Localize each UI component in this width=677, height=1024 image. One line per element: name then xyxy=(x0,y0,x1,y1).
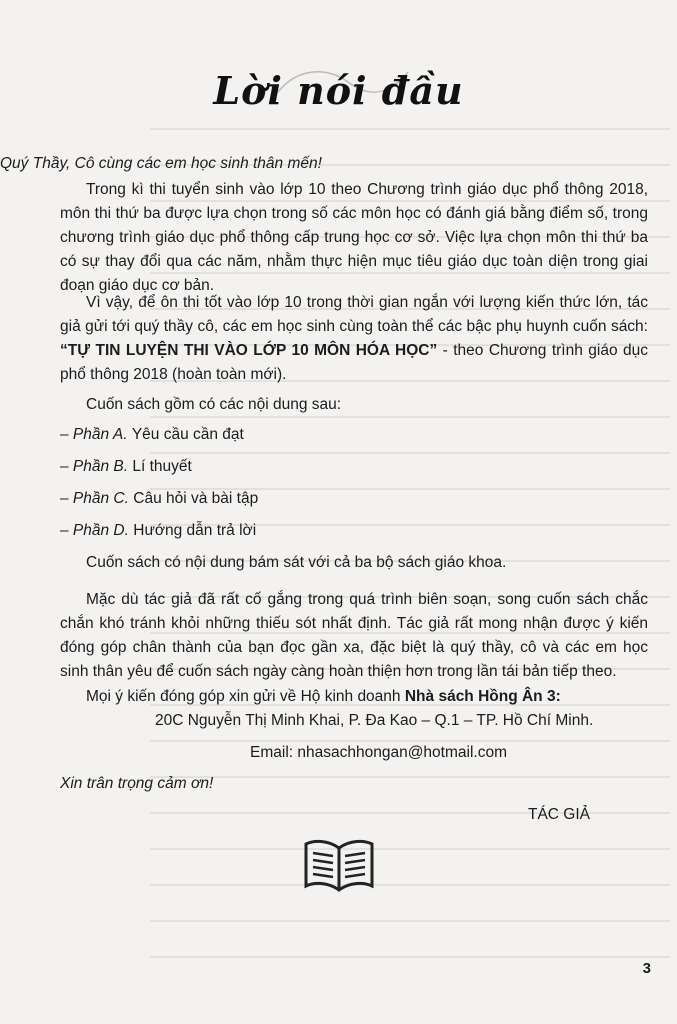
paragraph-3: Cuốn sách có nội dung bám sát với cả ba bộ sách giáo khoa. xyxy=(86,554,507,571)
paragraph-5: Mọi ý kiến đóng góp xin gửi về Hộ kinh doanh Nhà sách Hồng Ân 3: xyxy=(86,688,561,705)
greeting: Quý Thầy, Cô cùng các em học sinh thân mến! xyxy=(0,155,322,172)
email: Email: nhasachhongan@hotmail.com xyxy=(250,744,507,761)
paragraph-1: Trong kì thi tuyển sinh vào lớp 10 theo Chương trình giáo dục phổ thông 2018, môn thi thứ ba được lựa chọn trong số các môn học có đánh giá bằng điểm số, trong chương trình giáo dục phổ thông cấp trung học cơ sở. Việc lựa chọn môn thi thứ ba có sự thay đổi qua các năm, nhằm thực hiện mục tiêu giáo dục toàn diện trong giai đoạn giáo dục cơ bản. xyxy=(60,181,648,294)
thanks: Xin trân trọng cảm ơn! xyxy=(60,775,214,792)
page-title: Lời nói đầu xyxy=(213,68,464,113)
page-number: 3 xyxy=(642,960,651,977)
open-book-icon xyxy=(302,836,376,894)
address: 20C Nguyễn Thị Minh Khai, P. Đa Kao – Q.1 – TP. Hồ Chí Minh. xyxy=(155,712,594,729)
list-item-part-d: – Phần D. Hướng dẫn trả lời xyxy=(60,522,257,539)
paragraph-4: Mặc dù tác giả đã rất cố gắng trong quá trình biên soạn, song cuốn sách chắc chắn khó tránh khỏi những thiếu sót nhất định. Tác giả rất mong nhận được ý kiến đóng góp chân thành của bạn đọc gần xa, đặc biệt là quý thầy, cô và các em học sinh thân yêu để cuốn sách ngày càng hoàn thiện hơn trong lần tái bản tiếp theo. xyxy=(60,591,648,680)
author-signature: TÁC GIẢ xyxy=(528,806,591,823)
contents-intro: Cuốn sách gồm có các nội dung sau: xyxy=(86,396,342,413)
paragraph-2a: Vì vậy, để ôn thi tốt vào lớp 10 trong thời gian ngắn với lượng kiến thức lớn, tác giả gửi tới quý thầy cô, các em học sinh cùng toàn thể các bậc phụ huynh cuốn sách: “TỰ TIN LUYỆN THI VÀO LỚP 10 MÔN HÓA HỌC” - theo Chương trình giáo dục phổ thông 2018 (hoàn toàn mới). xyxy=(60,294,649,383)
list-item-part-c: – Phần C. Câu hỏi và bài tập xyxy=(60,490,259,507)
list-item-part-a: – Phần A. Yêu cầu cần đạt xyxy=(60,426,244,443)
list-item-part-b: – Phần B. Lí thuyết xyxy=(60,458,192,475)
